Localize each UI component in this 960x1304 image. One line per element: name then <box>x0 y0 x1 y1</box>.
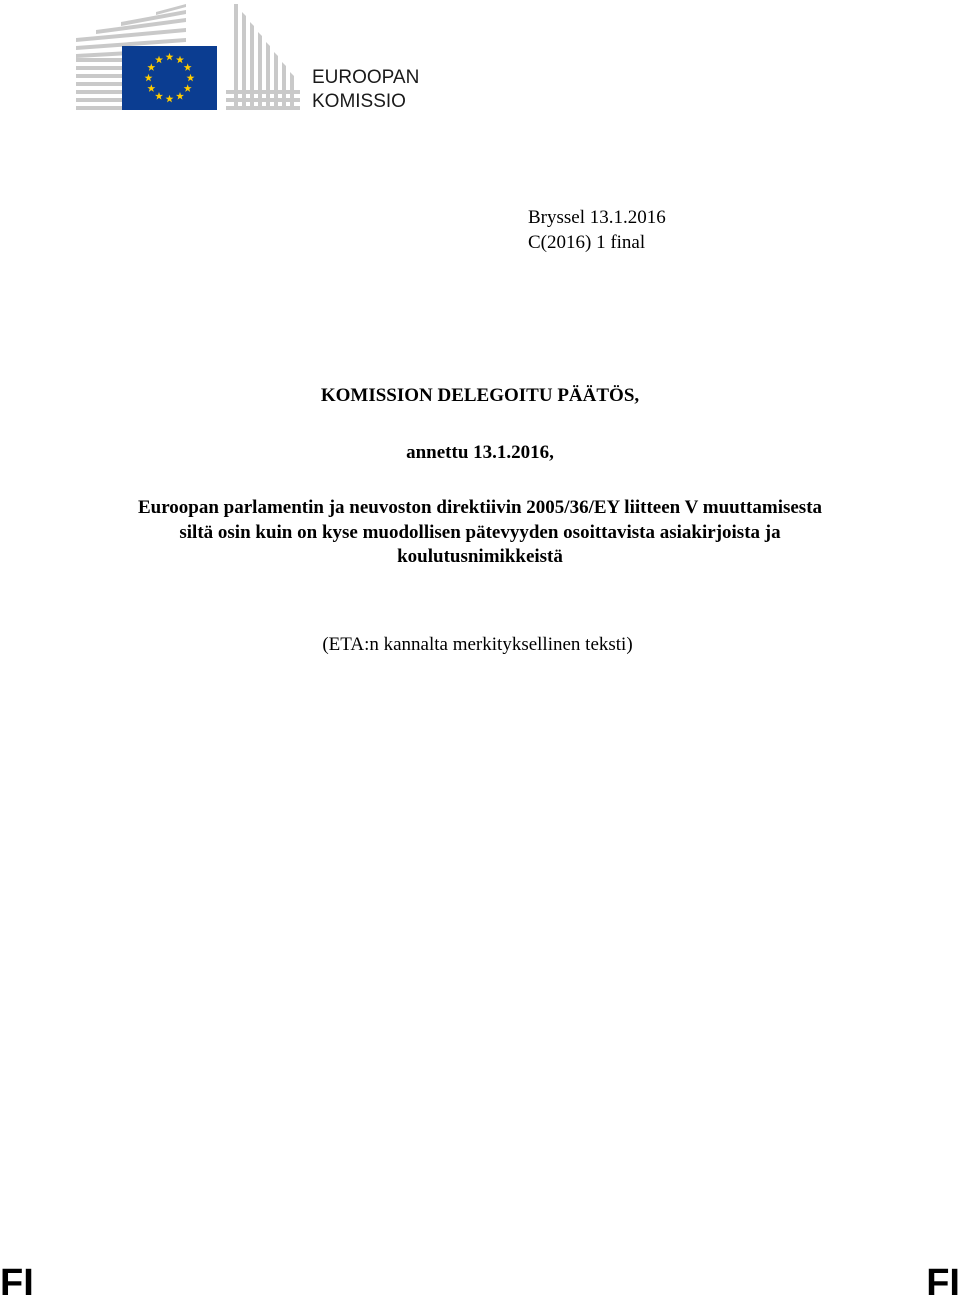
subject-line-2: siltä osin kuin on kyse muodollisen pätevyyden osoittavista asiakirjoista ja <box>179 521 781 543</box>
organization-name-line2: KOMISSIO <box>312 91 406 112</box>
organization-name-line1: EUROOPAN <box>312 67 420 88</box>
place-and-date: Bryssel 13.1.2016 <box>528 207 666 228</box>
organization-name <box>312 66 419 114</box>
eea-relevance-note: (ETA:n kannalta merkityksellinen teksti) <box>322 634 633 655</box>
document-title: KOMISSION DELEGOITU PÄÄTÖS, <box>320 385 640 406</box>
language-code-left: FI <box>0 1262 34 1304</box>
language-code-right: FI <box>926 1262 960 1304</box>
subject-line-1: Euroopan parlamentin ja neuvoston direktiivin 2005/36/EY liitteen V muuttamisesta <box>137 497 823 518</box>
european-commission-logo-icon <box>76 2 301 114</box>
eu-flag-icon <box>122 46 217 110</box>
document-number: C(2016) 1 final <box>528 232 646 253</box>
document-date: annettu 13.1.2016, <box>406 442 554 463</box>
logo-building-right <box>226 4 300 110</box>
document-reference <box>528 205 666 255</box>
document-subject <box>60 496 900 570</box>
subject-line-3: koulutusnimikkeistä <box>397 546 563 567</box>
